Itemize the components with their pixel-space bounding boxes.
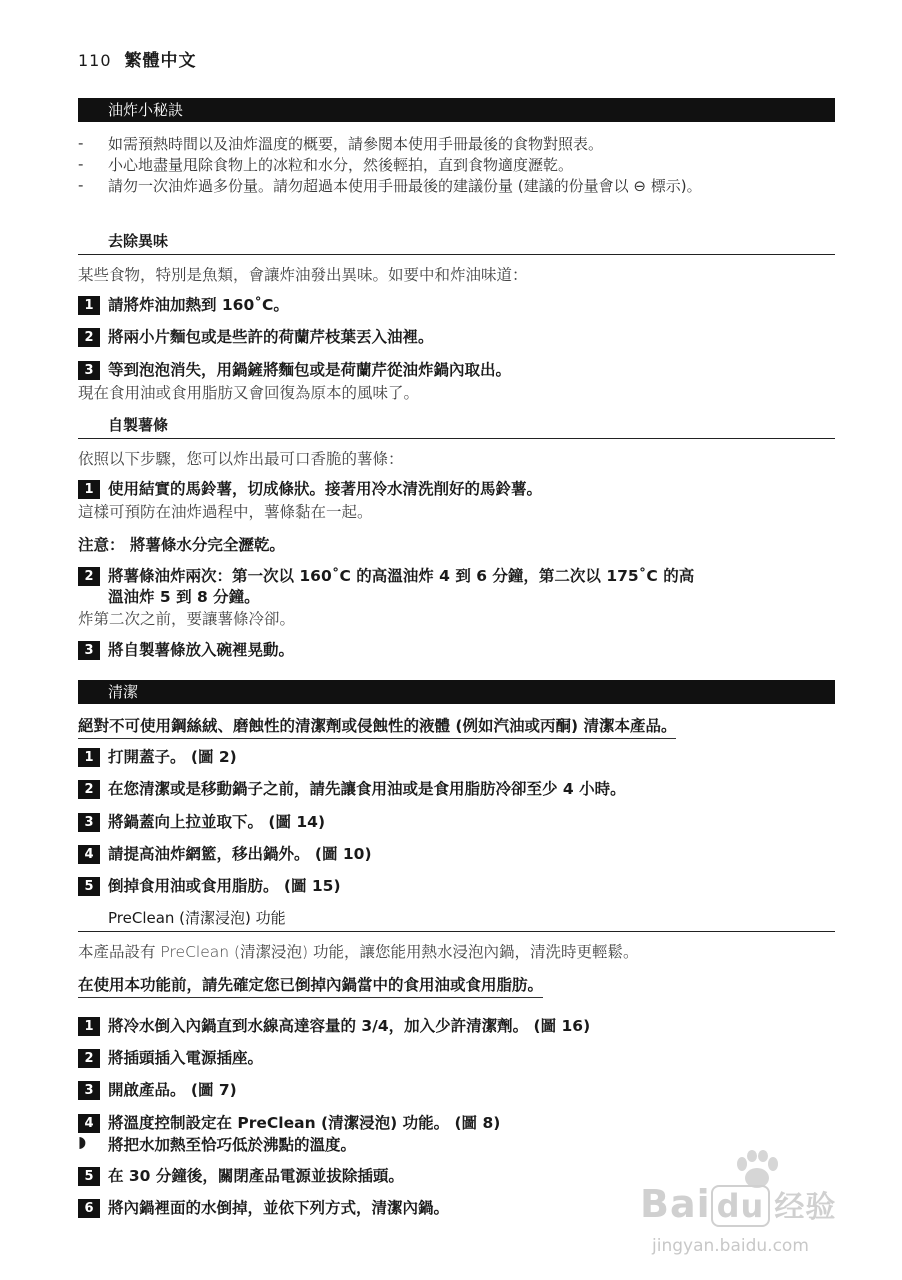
tip-item: - 小心地盡量甩除食物上的冰粒和水分，然後輕拍，直到食物適度瀝乾。: [78, 155, 574, 174]
section-title-tips: 油炸小秘訣: [78, 98, 835, 122]
fries-step: 2 將薯條油炸兩次：第一次以 160˚C 的高溫油炸 4 到 6 分鐘，第二次以 175˚C 的高 溫油炸 5 到 8 分鐘。: [78, 566, 835, 608]
fries-step2-note: 炸第二次之前，要讓薯條冷卻。: [78, 610, 296, 628]
cleaning-step: 4 請提高油炸網籃，移出鍋外。 (圖 10): [78, 844, 835, 866]
preclean-step: 3 開啟產品。 (圖 7): [78, 1080, 835, 1102]
preclean-warning: 在使用本功能前，請先確定您已倒掉內鍋當中的食用油或食用脂肪。: [78, 973, 543, 998]
watermark-url: jingyan.baidu.com: [652, 1236, 809, 1256]
preclean-step: 5 在 30 分鐘後，關閉產品電源並拔除插頭。: [78, 1166, 835, 1188]
fries-step1-note: 這樣可預防在油炸過程中，薯條黏在一起。: [78, 503, 373, 521]
cleaning-step: 5 倒掉食用油或食用脂肪。 (圖 15): [78, 876, 835, 898]
preclean-step: 6 將內鍋裡面的水倒掉，並依下列方式，清潔內鍋。: [78, 1198, 835, 1220]
section-title-cleaning: 清潔: [78, 680, 835, 704]
page-number: 110: [78, 51, 112, 70]
preclean-step: 2 將插頭插入電源插座。: [78, 1048, 835, 1070]
cleaning-step: 2 在您清潔或是移動鍋子之前，請先讓食用油或是食用脂肪冷卻至少 4 小時。: [78, 779, 835, 801]
watermark-logo: Bai du 经验: [640, 1182, 837, 1226]
odor-after: 現在食用油或食用脂肪又會回復為原本的風味了。: [78, 384, 420, 402]
fries-step: 3 將自製薯條放入碗裡晃動。: [78, 640, 835, 662]
language-label: 繁體中文: [124, 51, 197, 71]
cleaning-step: 3 將鍋蓋向上拉並取下。 (圖 14): [78, 812, 835, 834]
page-header: [78, 46, 196, 71]
odor-step: 1 請將炸油加熱到 160˚C。: [78, 295, 835, 317]
odor-step: 2 將兩小片麵包或是些許的荷蘭芹枝葉丟入油裡。: [78, 327, 835, 349]
tip-item: - 如需預熱時間以及油炸溫度的概要，請參閱本使用手冊最後的食物對照表。: [78, 134, 604, 153]
subsection-title-odor: 去除異味: [78, 230, 835, 255]
cleaning-step: 1 打開蓋子。 (圖 2): [78, 747, 835, 769]
fries-notice: 注意： 將薯條水分完全瀝乾。: [78, 536, 285, 554]
subsection-title-fries: 自製薯條: [78, 414, 835, 439]
preclean-step: 4 將溫度控制設定在 PreClean (清潔浸泡) 功能。 (圖 8): [78, 1113, 835, 1135]
subsection-title-preclean: PreClean (清潔浸泡) 功能: [78, 907, 835, 932]
preclean-step: 1 將冷水倒入內鍋直到水線高達容量的 3/4，加入少許清潔劑。 (圖 16): [78, 1016, 835, 1038]
preclean-intro: 本產品設有 PreClean (清潔浸泡) 功能，讓您能用熱水浸泡內鍋，清洗時更輕鬆。: [78, 943, 639, 961]
odor-step: 3 等到泡泡消失，用鍋鏟將麵包或是荷蘭芹從油炸鍋內取出。: [78, 360, 835, 382]
cleaning-warning: 絕對不可使用鋼絲絨、磨蝕性的清潔劑或侵蝕性的液體 (例如汽油或丙酮) 清潔本產品。: [78, 714, 676, 739]
baidu-watermark: [640, 1150, 850, 1260]
bullet-icon: ◗: [78, 1133, 87, 1151]
odor-intro: 某些食物，特別是魚類，會讓炸油發出異味。如要中和炸油味道：: [78, 266, 528, 284]
fries-step: 1 使用結實的馬鈴薯，切成條狀。接著用冷水清洗削好的馬鈴薯。: [78, 479, 835, 501]
tip-item: - 請勿一次油炸過多份量。請勿超過本使用手冊最後的建議份量 (建議的份量會以 ⊖ 標示)。: [78, 176, 702, 195]
fries-intro: 依照以下步驟，您可以炸出最可口香脆的薯條：: [78, 450, 404, 468]
